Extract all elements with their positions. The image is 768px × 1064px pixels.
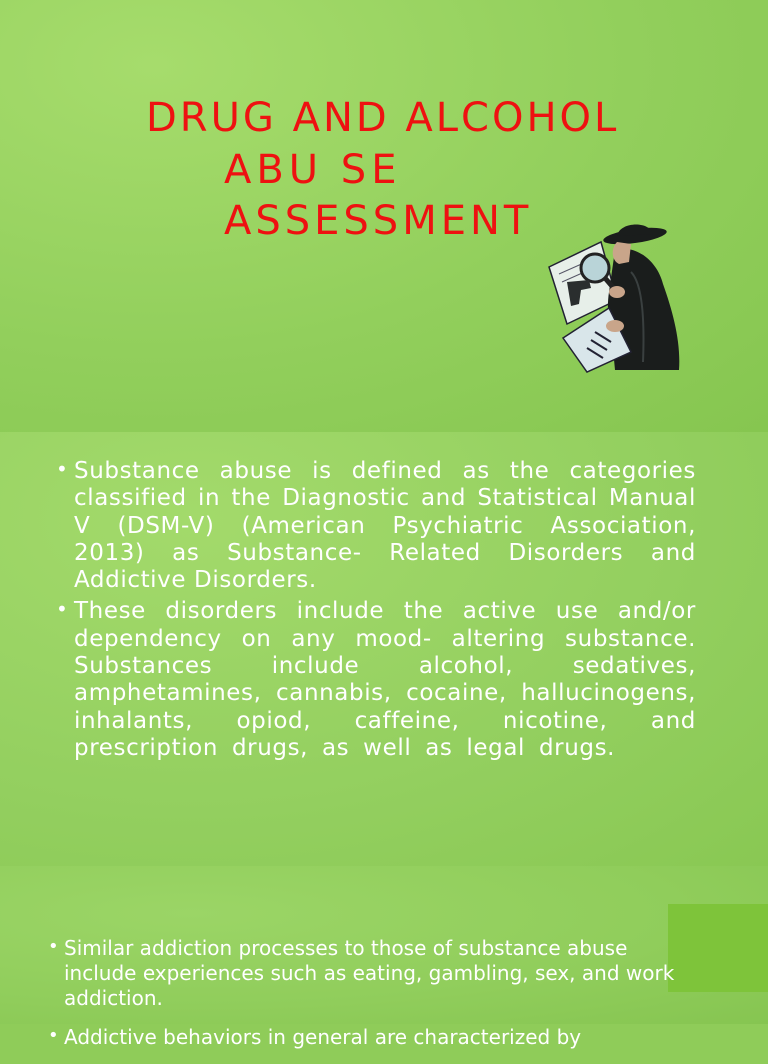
- bullet-item: • Similar addiction processes to those of substance abuse include experiences such as eating, gambling, sex, and work addiction.: [48, 936, 688, 1011]
- bullet-item: • These disorders include the active use and/or dependency on any mood- altering substance. Substances include alcohol, sedatives, amphetamines, cannabis, cocaine, hallucinogens, inhalants, opiod, caffeine, nicotine, and prescription drugs, as well as legal drugs.: [56, 598, 696, 762]
- detective-with-magnifying-glass-icon: [545, 222, 683, 372]
- addiction-slide: [0, 866, 768, 1049]
- title-line-2: ABU SE: [224, 147, 402, 193]
- bullet-item: • Addictive behaviors in general are characterized by: [48, 1025, 688, 1050]
- bullet-list: [48, 936, 688, 1064]
- definition-slide: [0, 432, 768, 866]
- bullet-item: • Substance abuse is defined as the categories classified in the Diagnostic and Statistical Manual V (DSM-V) (American Psychiatric Association, 2013) as Substance- Related Disorders and Addictive Disorders.: [56, 458, 696, 594]
- title-line-1: DRUG AND ALCOHOL: [146, 95, 620, 141]
- title-line-3: ASSESSMENT: [224, 198, 533, 244]
- title-slide: [0, 0, 768, 432]
- bullet-list: [56, 458, 696, 766]
